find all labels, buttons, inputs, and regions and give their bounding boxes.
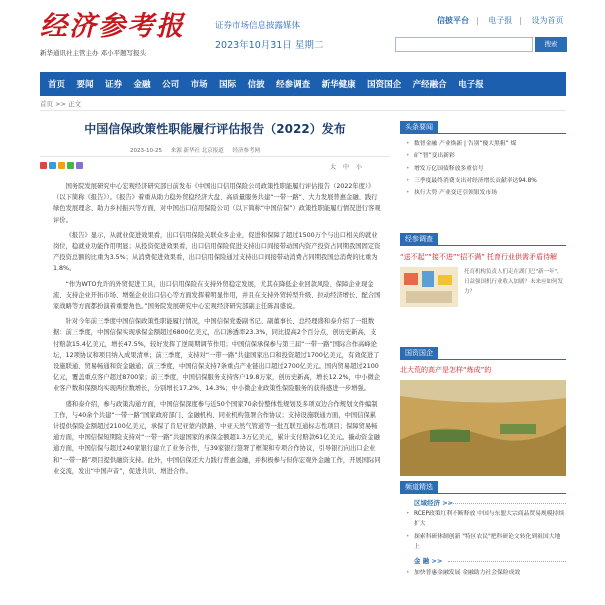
nav-finance[interactable]: 金融 xyxy=(133,80,151,90)
nav-market[interactable]: 市场 xyxy=(190,80,208,90)
site-tagline: 证券市场信息披露媒体 xyxy=(215,21,301,31)
sidebar-hot xyxy=(400,121,566,199)
share-weibo-icon[interactable] xyxy=(40,162,47,169)
nav-company[interactable]: 公司 xyxy=(162,80,180,90)
paragraph: 针对今年前三季度中国信保政策性职能履行情况，中国信保党委副书记、副董事长、总经理盛和泰介绍了一组数据：前三季度，中国信保实现承保金额超过6800亿美元，出口渗透率23.3%，同比提高2个百分点，创历史新高，支付赔款15.4亿美元，增长47.5%，较好发挥了逆周期调节作用；中国信保承保参与第三届“一带一路”国际合作高峰论坛，12项协议和项目纳入成果清单；前三季度，支持对“一带一路”共建国家出口和投资超过1700亿美元，有效促进了设施联通、贸易畅通和资金融通；前三季度，中国信保支持7条重点产业链出口超过2700亿美元。国内贸易超过2100亿元，覆盖重点客户超过8700家；前三季度，中国信保服务支持客户19.8万家，创历史新高，增长12.2%，中小微企业客户数和保额均实现两位数增长，分别增长17.2%、14.3%；中小微企业政策性保险服务的获得感进一步增强。 xyxy=(53,318,381,393)
link-epaper[interactable]: 电子报 xyxy=(488,16,513,25)
nav-survey[interactable]: 经参调查 xyxy=(276,80,311,90)
soe-headline[interactable]: 北大荒的高产是怎样“炼成”的 xyxy=(400,366,492,374)
list-item[interactable]: • 三季度最终消费支出对经济增长贡献率达94.8% xyxy=(400,175,566,187)
nav-disclosure[interactable]: 信披 xyxy=(247,80,265,90)
nav-securities[interactable]: 证券 xyxy=(105,80,123,90)
sidebar-survey xyxy=(400,233,566,315)
paragraph: “作为WTO允许的外贸促进工具，出口信用保险在支持外贸稳定发展，尤其在降低企业回款风险、保障企业现金流、支持企业开拓市场、增强企业出口信心等方面发挥着明显作用，并且在支持外贸转型升级、拉动经济增长、配合国家战略等方面都扮演着重要角色。”国务院发展研究中心宏观经济研究部副主任陈昌盛说。 xyxy=(53,280,381,311)
list-item[interactable]: • 增发万亿国债释放多重信号 xyxy=(400,163,566,175)
article-meta xyxy=(130,146,267,154)
article-site: 经济参考网 xyxy=(232,148,260,154)
nav-international[interactable]: 国际 xyxy=(219,80,237,90)
article-date: 2023-10-25 xyxy=(130,148,162,154)
list-item[interactable]: • RCEP政策红利不断释放 中国与东盟大宗商品贸易规模持续扩大 xyxy=(400,509,566,529)
nav-news[interactable]: 要闻 xyxy=(76,80,94,90)
sidebar-soe xyxy=(400,347,566,476)
survey-summary: 托育机构负责人们走在湖门巴"新一年"，日益强国机行业收入加剧？未来应如何发力？ xyxy=(464,269,564,295)
nav-health[interactable]: 新华健康 xyxy=(321,80,356,90)
list-item[interactable]: • 加快普惠金融发展 金融助力社会保险成效 xyxy=(400,567,566,579)
share-more-icon[interactable] xyxy=(76,162,83,169)
font-large-button[interactable]: 大 xyxy=(330,164,337,171)
channel-region-link[interactable]: 区域经济 >> xyxy=(400,498,566,507)
share-qzone-icon[interactable] xyxy=(58,162,65,169)
section-title: 频道精选 xyxy=(400,481,438,494)
soe-image[interactable] xyxy=(400,380,566,476)
paragraph: 国务院发展研究中心宏观经济研究部日前发布《中国出口信用保险公司政策性职能履行评估报告（2022年度）》（以下简称《报告》）。《报告》着重从助力稳外贸稳经济大盘、高质量服务共建“一带一路”、大力发展普惠金融、践行绿色发展理念、助力乡村振兴等方面，对中国出口信用保险公司（以下简称“中国信保”）政策性职能履行情况进行客观评价。 xyxy=(53,183,381,224)
logo-subtitle: 新华通讯社主管主办 邓小平题写报头 xyxy=(40,49,147,57)
list-item[interactable]: • 执行大势 产业变迁引领银发市场 xyxy=(400,187,566,199)
breadcrumb[interactable]: 首页 >> 正文 xyxy=(40,100,82,108)
font-medium-button[interactable]: 中 xyxy=(342,164,349,171)
nav-industry[interactable]: 产经融合 xyxy=(412,80,447,90)
main-nav xyxy=(40,72,566,96)
sidebar-channel xyxy=(400,481,566,579)
nav-epaper[interactable]: 电子报 xyxy=(458,80,484,90)
top-links: 信披平台 | 电子报 | 设为首页 xyxy=(437,16,564,25)
survey-thumbnail[interactable] xyxy=(400,267,458,307)
link-disclosure[interactable]: 信披平台 xyxy=(437,16,469,25)
paragraph: 盛和泰介绍，参与政策沟通方面，中国信保深度参与近50个国家70余份整体性规划及多项双边合作规划文件编制工作，与40余个共建“一带一路”国家政府部门、金融机构、同业机构签署合作协议；支持设施联通方面，中国信保累计提供保险金额超过2100亿美元，承保了肯尼亚蒙内铁路、中亚天然气管道等一批互联互通标志性项目；保障贸易畅通方面，中国信保短期险支持对“一带一路”共建国家的承保金额超1.3万亿美元，累计支付赔款61亿美元。撬动资金融通方面，中国信保与超过240家银行建立了业务合作，与39家银行签署了框架和专项合作协议，引导银行向出口企业和“一带一路”项目提供融资支持。此外，中国信保还大力践行普惠金融，并积极参与但你宏观外金融工作，开展国际同业交流，发出“中国声音”，促进共识、增进合作。 xyxy=(53,400,381,475)
list-item[interactable]: • 数智金融 产业焕新 | 告别“傻大黑粗” 煤 xyxy=(400,138,566,150)
article-title: 中国信保政策性职能履行评估报告（2022）发布 xyxy=(84,122,346,136)
list-item[interactable]: • 矿“智”变出新彩 xyxy=(400,150,566,162)
divider xyxy=(40,110,566,111)
search-input[interactable] xyxy=(395,37,533,52)
section-title: 国资国企 xyxy=(400,347,438,360)
share-qq-icon[interactable] xyxy=(49,162,56,169)
section-title: 经参调查 xyxy=(400,233,438,246)
share-wechat-icon[interactable] xyxy=(67,162,74,169)
site-logo[interactable]: 经济参考报 xyxy=(40,11,185,42)
list-item[interactable]: • 探索科研体制创新 "特区农民"把科研论文转化到祖国大地上 xyxy=(400,532,566,552)
article-source: 来源 新华社 北京报道 xyxy=(170,148,224,154)
paragraph: 《报告》显示，从就业促进效果看，出口信用保险关联众多企业，促进和保障了超过1500万个与出口相关的就业岗位，稳就业功能作用明显；从投资促进效果看，出口信用保险促进支持出口间接带动国内资产投资占同期我国固定资产投资总额的比重为3.5%；从消费促进效果看，出口信用保险通过支持出口间接带动消费占同期我国总消费的比重为1.8%。 xyxy=(53,231,381,273)
font-size-controls xyxy=(330,162,367,171)
divider xyxy=(40,156,390,157)
nav-soe[interactable]: 国资国企 xyxy=(367,80,402,90)
search-button[interactable]: 搜索 xyxy=(535,37,567,52)
section-title: 头条要闻 xyxy=(400,121,438,134)
site-header xyxy=(0,0,605,68)
survey-headline[interactable]: “送不起”“接不进”“招不满” 托育行业供需矛盾待解 xyxy=(400,253,557,261)
current-date: 2023年10月31日 星期二 xyxy=(215,40,324,51)
share-bar xyxy=(40,162,85,169)
link-set-homepage[interactable]: 设为首页 xyxy=(531,16,564,25)
article-body xyxy=(53,181,381,477)
channel-finance-link[interactable]: 金 融 >> xyxy=(400,556,566,565)
nav-home[interactable]: 首页 xyxy=(48,80,66,90)
font-small-button[interactable]: 小 xyxy=(355,164,362,171)
